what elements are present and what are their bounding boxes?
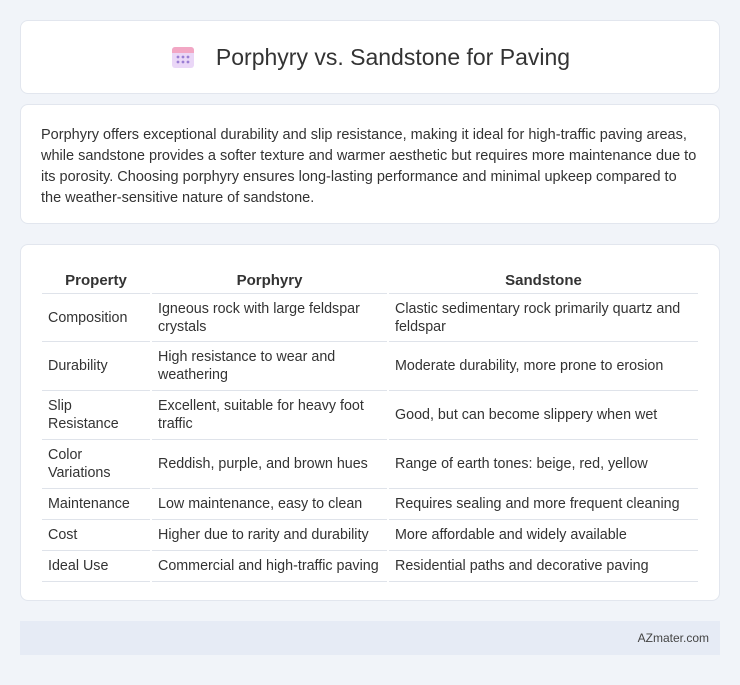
sandstone-cell: Moderate durability, more prone to erosion: [389, 342, 698, 391]
property-cell: Slip Resistance: [42, 391, 150, 440]
porphyry-cell: Commercial and high-traffic paving: [152, 551, 387, 582]
porphyry-cell: Low maintenance, easy to clean: [152, 489, 387, 520]
table-row: [42, 440, 698, 489]
porphyry-cell: Igneous rock with large feldspar crystals: [152, 293, 387, 342]
property-cell: Composition: [42, 293, 150, 342]
comparison-table: [42, 265, 698, 582]
porphyry-cell: Excellent, suitable for heavy foot traffic: [152, 391, 387, 440]
table-row: [42, 342, 698, 391]
sandstone-cell: Clastic sedimentary rock primarily quartz and feldspar: [389, 293, 698, 342]
summary-card: [20, 104, 720, 224]
title-wrap: [170, 44, 570, 71]
header-porphyry: Porphyry: [236, 271, 303, 289]
footer-brand: AZmater.com: [637, 631, 709, 645]
table-row: [42, 489, 698, 520]
summary-text: Porphyry offers exceptional durability and slip resistance, making it ideal for high-traffic paving areas, while sandstone provides a softer texture and warmer aesthetic but requires more maintenance due to its porosity. Choosing porphyry ensures long-lasting performance and minimal upkeep compared to the weather-sensitive nature of sandstone.: [41, 127, 697, 206]
sandstone-cell: Range of earth tones: beige, red, yellow: [389, 440, 698, 489]
table-header-row: [42, 265, 698, 293]
property-cell: Durability: [42, 342, 150, 391]
table-row: [42, 391, 698, 440]
header-sandstone: Sandstone: [505, 271, 582, 289]
comparison-table-card: [20, 244, 720, 601]
sandstone-cell: Requires sealing and more frequent cleaning: [389, 489, 698, 520]
table-row: [42, 520, 698, 551]
sandstone-cell: Good, but can become slippery when wet: [389, 391, 698, 440]
property-cell: Cost: [42, 520, 150, 551]
porphyry-cell: High resistance to wear and weathering: [152, 342, 387, 391]
header-property: Property: [65, 271, 127, 289]
table-row: [42, 551, 698, 582]
sandstone-cell: More affordable and widely available: [389, 520, 698, 551]
title-card: [20, 20, 720, 94]
calendar-icon: [170, 44, 196, 70]
table-row: [42, 293, 698, 342]
page-title: Porphyry vs. Sandstone for Paving: [215, 43, 571, 70]
property-cell: Maintenance: [42, 489, 150, 520]
sandstone-cell: Residential paths and decorative paving: [389, 551, 698, 582]
property-cell: Color Variations: [42, 440, 150, 489]
porphyry-cell: Reddish, purple, and brown hues: [152, 440, 387, 489]
footer-bar: [20, 621, 720, 655]
property-cell: Ideal Use: [42, 551, 150, 582]
porphyry-cell: Higher due to rarity and durability: [152, 520, 387, 551]
